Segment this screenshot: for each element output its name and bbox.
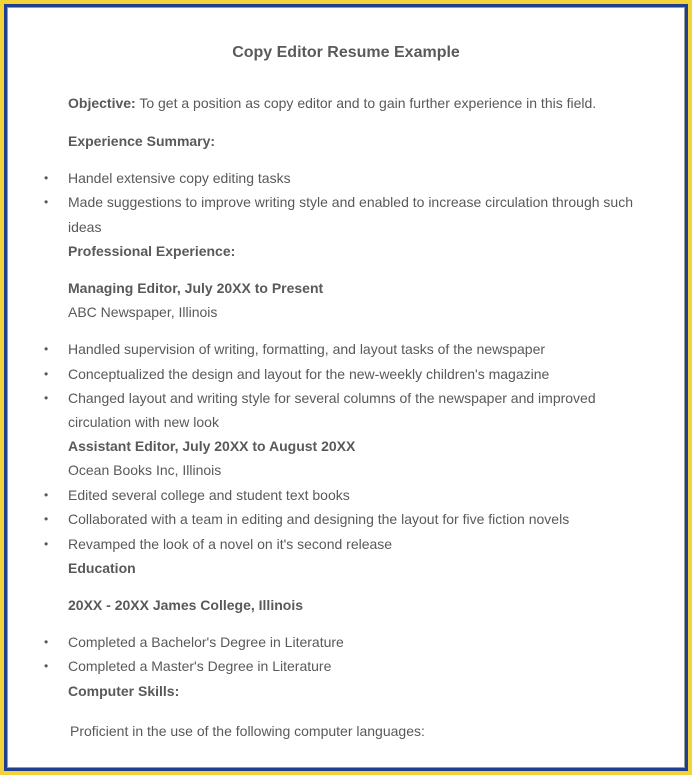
computer-skills-heading: Computer Skills:: [68, 683, 180, 699]
objective-line: [68, 95, 596, 112]
objective-label: Objective:: [68, 95, 136, 111]
list-item: Revamped the look of a novel on it's second release: [68, 536, 393, 552]
list-item: Collaborated with a team in editing and designing the layout for five fiction novels: [68, 511, 570, 527]
document-page: [7, 7, 685, 768]
education-heading: Education: [68, 560, 136, 576]
bullet-icon: •: [44, 659, 49, 673]
list-item: Completed a Bachelor's Degree in Literature: [68, 634, 344, 650]
bullet-icon: •: [44, 512, 49, 526]
list-item: Made suggestions to improve writing style and enabled to increase circulation through such: [68, 194, 633, 210]
list-item-continuation: ideas: [68, 219, 102, 235]
page-title: Copy Editor Resume Example: [232, 44, 460, 61]
list-item: Handled supervision of writing, formatting, and layout tasks of the newspaper: [68, 341, 546, 357]
bullet-icon: •: [44, 367, 49, 381]
bullet-icon: •: [44, 488, 49, 502]
list-item-continuation: circulation with new look: [68, 414, 219, 430]
experience-summary-heading: Experience Summary:: [68, 133, 216, 149]
bullet-icon: •: [44, 342, 49, 356]
job-title: Assistant Editor, July 20XX to August 20XX: [68, 438, 356, 454]
list-item: Changed layout and writing style for several columns of the newspaper and improved: [68, 390, 596, 406]
professional-experience-heading: Professional Experience:: [68, 243, 236, 259]
education-school: 20XX - 20XX James College, Illinois: [68, 597, 303, 613]
bullet-icon: •: [44, 195, 49, 209]
objective-text: To get a position as copy editor and to gain further experience in this field.: [135, 95, 597, 111]
job-title: Managing Editor, July 20XX to Present: [68, 280, 324, 296]
list-item: Edited several college and student text books: [68, 487, 350, 503]
job-company: Ocean Books Inc, Illinois: [68, 462, 222, 478]
bullet-icon: •: [44, 171, 49, 185]
list-item: Handel extensive copy editing tasks: [68, 170, 291, 186]
bullet-icon: •: [44, 635, 49, 649]
computer-skills-text: Proficient in the use of the following computer languages:: [70, 723, 425, 739]
bullet-icon: •: [44, 391, 49, 405]
job-company: ABC Newspaper, Illinois: [68, 304, 218, 320]
bullet-icon: •: [44, 537, 49, 551]
list-item: Completed a Master's Degree in Literature: [68, 658, 332, 674]
list-item: Conceptualized the design and layout for the new-weekly children's magazine: [68, 366, 550, 382]
